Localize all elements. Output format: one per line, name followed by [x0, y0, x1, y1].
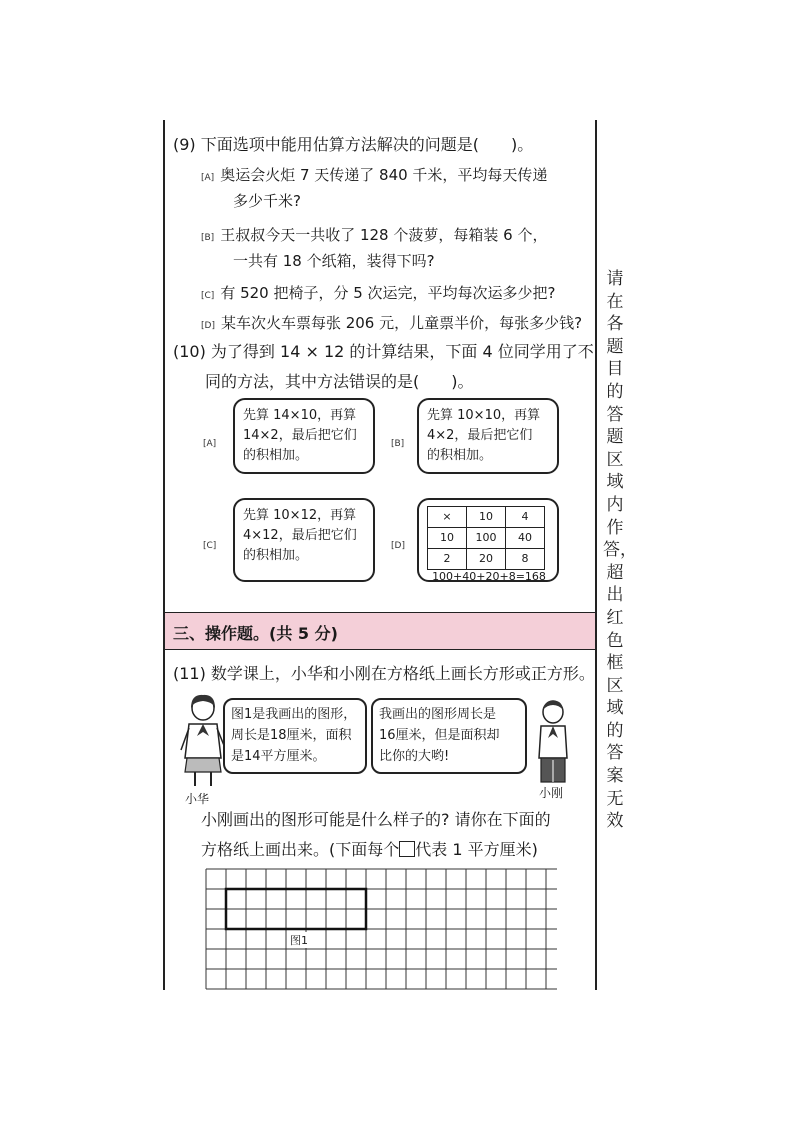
q10-stem-line2: 同的方法，其中方法错误的是( )。 [205, 372, 474, 391]
card-line: 先算 10×10，再算 [427, 408, 541, 423]
q11-instruction-line1: 小刚画出的图形可能是什么样子的? 请你在下面的 [201, 810, 551, 829]
table-cell: × [428, 507, 467, 528]
bubble-line: 是14平方厘米。 [231, 749, 326, 764]
q10-option-c-tag: [C] [203, 541, 217, 551]
answer-sheet [163, 120, 597, 990]
table-cell: 4 [506, 507, 545, 528]
card-line: 4×2，最后把它们 [427, 428, 533, 443]
grid-paper[interactable] [205, 868, 559, 990]
option-tag: [C] [201, 291, 215, 301]
table-cell: 40 [506, 528, 545, 549]
q9-option-d[interactable] [201, 313, 582, 336]
section-title: 三、操作题。(共 5 分) [173, 624, 338, 643]
unit-square-icon [399, 841, 415, 857]
card-line: 的积相加。 [427, 448, 493, 463]
speech-bubble-xiaogang [371, 698, 527, 774]
option-text: 某车次火车票每张 206 元，儿童票半价，每张多少钱? [220, 314, 583, 332]
option-tag: [B] [201, 233, 215, 243]
bubble-line: 图1是我画出的图形， [231, 707, 357, 722]
q9-option-a[interactable] [201, 165, 547, 188]
q11-instruction-line2 [201, 840, 538, 860]
q10-option-c-card[interactable] [233, 498, 375, 582]
option-tag: [D] [201, 321, 215, 331]
q11-stem: (11) 数学课上，小华和小刚在方格纸上画长方形或正方形。 [173, 664, 595, 683]
instruction-part: 代表 1 平方厘米) [415, 840, 538, 859]
table-sum: 100+40+20+8=168 [432, 570, 546, 583]
bubble-line: 周长是18厘米，面积 [231, 728, 352, 743]
q10-option-b-card[interactable] [417, 398, 559, 474]
card-line: 先算 10×12，再算 [243, 508, 357, 523]
multiplication-table [427, 506, 545, 570]
q10-option-d-tag: [D] [391, 541, 405, 551]
section-3-header [165, 612, 595, 650]
q10-option-d-card[interactable] [417, 498, 559, 582]
bubble-line: 比你的大哟! [379, 749, 450, 764]
card-line: 的积相加。 [243, 448, 309, 463]
option-text: 王叔叔今天一共收了 128 个菠萝，每箱装 6 个， [220, 226, 548, 244]
card-line: 先算 14×10，再算 [243, 408, 357, 423]
card-line: 14×2，最后把它们 [243, 428, 357, 443]
q9-stem: (9) 下面选项中能用估算方法解决的问题是( )。 [173, 135, 534, 154]
table-cell: 8 [506, 549, 545, 570]
table-cell: 100 [467, 528, 506, 549]
option-text: 奥运会火炬 7 天传递了 840 千米，平均每天传递 [220, 166, 548, 184]
option-text: 有 520 把椅子，分 5 次运完，平均每次运多少把? [220, 284, 556, 302]
figure-1-label: 图1 [290, 934, 308, 947]
side-note: 请在各题目的答题区域内作答，超出红色框区域的答案无效 [603, 269, 637, 832]
card-line: 4×12，最后把它们 [243, 528, 357, 543]
table-cell: 10 [428, 528, 467, 549]
q10-stem-line1: (10) 为了得到 14 × 12 的计算结果，下面 4 位同学用了不 [173, 342, 594, 361]
q9-option-a-line2: 多少千米? [233, 192, 301, 210]
q9-option-b-line2: 一共有 18 个纸箱，装得下吗? [233, 252, 435, 270]
q10-option-b-tag: [B] [391, 439, 405, 449]
option-tag: [A] [201, 173, 215, 183]
name-xiaohua: 小华 [185, 792, 210, 806]
boy-xiaogang-illustration [529, 698, 577, 788]
q9-option-b[interactable] [201, 225, 547, 248]
table-cell: 20 [467, 549, 506, 570]
instruction-part: 方格纸上画出来。(下面每个 [201, 840, 400, 859]
bubble-line: 我画出的图形周长是 [379, 707, 497, 722]
bubble-line: 16厘米，但是面积却 [379, 728, 500, 743]
card-line: 的积相加。 [243, 548, 309, 563]
speech-bubble-xiaohua [223, 698, 367, 774]
q10-option-a-tag: [A] [203, 439, 217, 449]
table-cell: 2 [428, 549, 467, 570]
q10-option-a-card[interactable] [233, 398, 375, 474]
name-xiaogang: 小刚 [539, 786, 564, 800]
table-cell: 10 [467, 507, 506, 528]
q9-option-c[interactable] [201, 283, 556, 306]
